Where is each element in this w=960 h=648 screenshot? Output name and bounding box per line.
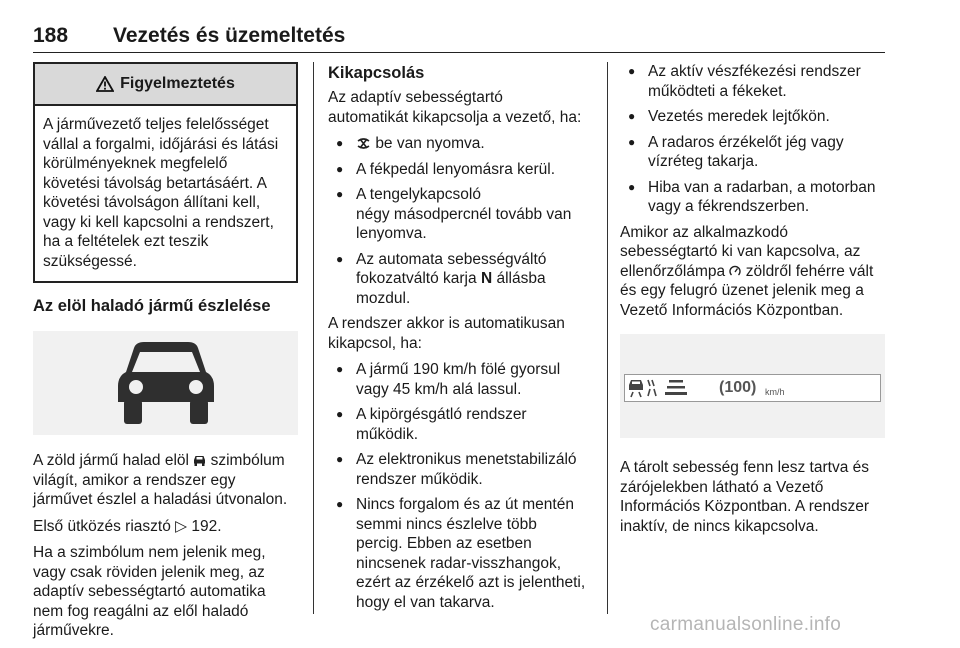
list-item — [328, 185, 603, 244]
warning-line: vagy ki kell kapcsolni a rendszert, — [43, 213, 274, 231]
warning-line: vállal a forgalmi, időjárási és látási — [43, 135, 279, 153]
deactivation-list-continued — [620, 62, 885, 217]
text-line: járművekre. — [33, 622, 114, 639]
text-line: A fékpedál lenyomásra kerül. — [356, 160, 556, 178]
auto-deactivation-intro — [328, 314, 603, 353]
auto-deactivation-list — [328, 360, 603, 612]
text-line: inaktív, de nincs kikapcsolva. — [620, 517, 819, 535]
text-line: A radaros érzékelőt jég vagy — [648, 133, 844, 151]
text-line: sebességtartó ki van kapcsolva, az — [620, 243, 861, 260]
text-line: Az elektronikus menetstabilizáló — [356, 451, 577, 468]
text-line: Az aktív vészfékezési rendszer — [648, 63, 861, 80]
text-line: A tengelykapcsoló — [356, 186, 481, 203]
text-line: négy másodpercnél tovább van — [356, 205, 572, 223]
cruise-control-indicator-icon — [729, 265, 741, 278]
vehicle-ahead-icon — [116, 340, 216, 426]
text-line: állásba — [496, 270, 546, 287]
column-divider — [313, 62, 314, 614]
text-line: nincsenek radar-visszhangok, — [356, 554, 562, 572]
text-line: Vezető Információs Központban. — [620, 301, 844, 319]
text-line: Amikor az alkalmazkodó — [620, 223, 788, 241]
vehicle-ahead-illustration — [33, 331, 298, 435]
text-line: Nincs forgalom és az út mentén — [356, 496, 574, 513]
paragraph-indicator — [620, 223, 885, 321]
text-line: A jármű 190 km/h fölé gyorsul — [356, 361, 561, 378]
section-heading: Az elöl haladó jármű észlelése — [33, 297, 271, 315]
warning-line: körülményeknek megfelelő — [43, 155, 228, 172]
page-reference-arrow-icon: ▷ — [175, 517, 188, 535]
text-line: fokozatváltó karja — [356, 270, 477, 287]
text-line: Információs Központban. A rendszer — [620, 498, 870, 515]
warning-line: követési távolság betartásáért. A — [43, 174, 268, 192]
car-symbol-icon — [193, 455, 206, 466]
kikapcsolas-intro — [328, 88, 603, 127]
list-item — [328, 134, 603, 154]
text-line: A rendszer akkor is automatikusan — [328, 315, 565, 332]
warning-line: ha a feltételek ezt teszik — [43, 233, 209, 250]
paragraph-stored-speed — [620, 458, 885, 536]
text-line: automatikát kikapcsolja a vezető, ha: — [328, 108, 582, 126]
text-line: és egy felugró üzenet jelenik meg a — [620, 282, 864, 299]
text-line: zöldről fehérre vált — [745, 262, 874, 280]
warning-line: A járművezető teljes felelősséget — [43, 116, 269, 133]
list-item — [328, 450, 603, 489]
display-bar — [624, 374, 881, 402]
list-item — [328, 160, 603, 180]
paragraph-vehicle-ahead — [33, 451, 298, 510]
text-line: A kipörgésgátló rendszer — [356, 406, 527, 423]
column-right — [620, 62, 885, 543]
text-line: Első ütközés riasztó — [33, 517, 171, 535]
list-item — [328, 250, 603, 309]
vehicle-distance-icon — [628, 376, 658, 398]
text-line: rendszer működik. — [356, 470, 483, 488]
warning-header — [35, 64, 296, 106]
text-line: nem fog reagálni az elől haladó — [33, 602, 249, 620]
text-line: Az adaptív sebességtartó — [328, 89, 503, 106]
text-line: A tárolt sebesség fenn lesz tartva és — [620, 459, 869, 476]
list-item — [620, 107, 885, 127]
text-line: hogy el van takarva. — [356, 593, 495, 611]
text-line: A zöld jármű halad elöl — [33, 452, 189, 469]
list-item — [620, 133, 885, 172]
watermark: carmanualsonline.info — [650, 614, 842, 635]
kikapcsolas-heading: Kikapcsolás — [328, 64, 425, 82]
text-line: adaptív sebességtartó automatika — [33, 583, 266, 600]
text-line: zárójelekben látható a Vezető — [620, 478, 824, 496]
text-line: mozdul. — [356, 289, 411, 307]
text-line: kikapcsol, ha: — [328, 334, 422, 352]
text-line: Vezetés meredek lejtőkön. — [648, 108, 830, 125]
driver-info-display — [620, 334, 885, 438]
text-line: vagy csak röviden jelenik meg, az — [33, 563, 265, 581]
set-speed-value: (100) — [719, 379, 757, 396]
warning-triangle-icon — [96, 76, 114, 92]
text-line: percig. Ebben az esetben — [356, 535, 532, 552]
warning-text — [35, 106, 296, 281]
column-left — [33, 62, 298, 648]
page-number: 188 — [33, 24, 69, 47]
list-item — [328, 405, 603, 444]
warning-line: szükségessé. — [43, 252, 137, 270]
list-item — [620, 178, 885, 217]
gear-n-label: N — [480, 270, 493, 287]
warning-line: követési távolságon állítani kell, — [43, 194, 261, 211]
page-header — [33, 20, 885, 53]
speed-unit: km/h — [765, 387, 785, 397]
text-line: Az automata sebességváltó — [356, 250, 547, 268]
text-line: világít, amikor a rendszer egy — [33, 471, 236, 489]
text-line: szimbólum — [210, 452, 285, 469]
text-line: Hiba van a radarban, a motorban — [648, 178, 876, 196]
paragraph-reference — [33, 517, 298, 537]
lane-distance-bars-icon — [665, 378, 687, 396]
deactivation-list — [328, 134, 603, 308]
text-line: semmi nincs észlelve több — [356, 515, 537, 533]
cruise-control-cancel-icon — [356, 138, 371, 149]
text-line: Ha a szimbólum nem jelenik meg, — [33, 544, 266, 561]
list-item — [328, 360, 603, 399]
warning-title: Figyelmeztetés — [120, 75, 235, 93]
text-line: ellenőrzőlámpa — [620, 262, 726, 280]
text-line: vagy 45 km/h alá lassul. — [356, 380, 522, 398]
text-line: vízréteg takarja. — [648, 153, 759, 170]
list-item — [328, 495, 603, 612]
page-reference-link[interactable]: 192. — [191, 517, 222, 535]
text-line: be van nyomva. — [375, 135, 485, 152]
text-line: vagy a fékrendszerben. — [648, 198, 810, 215]
list-item — [620, 62, 885, 101]
page-title: Vezetés és üzemeltetés — [113, 24, 346, 47]
column-middle — [328, 62, 603, 618]
text-line: működteti a fékeket. — [648, 82, 787, 100]
warning-box — [33, 62, 298, 283]
text-line: lenyomva. — [356, 225, 427, 242]
text-line: működik. — [356, 425, 419, 443]
text-line: ezért az érzékelő azt is jelentheti, — [356, 574, 586, 591]
text-line: járművet észlel a haladási útvonalon. — [33, 491, 288, 508]
column-divider — [607, 62, 608, 614]
paragraph-no-symbol — [33, 543, 298, 641]
